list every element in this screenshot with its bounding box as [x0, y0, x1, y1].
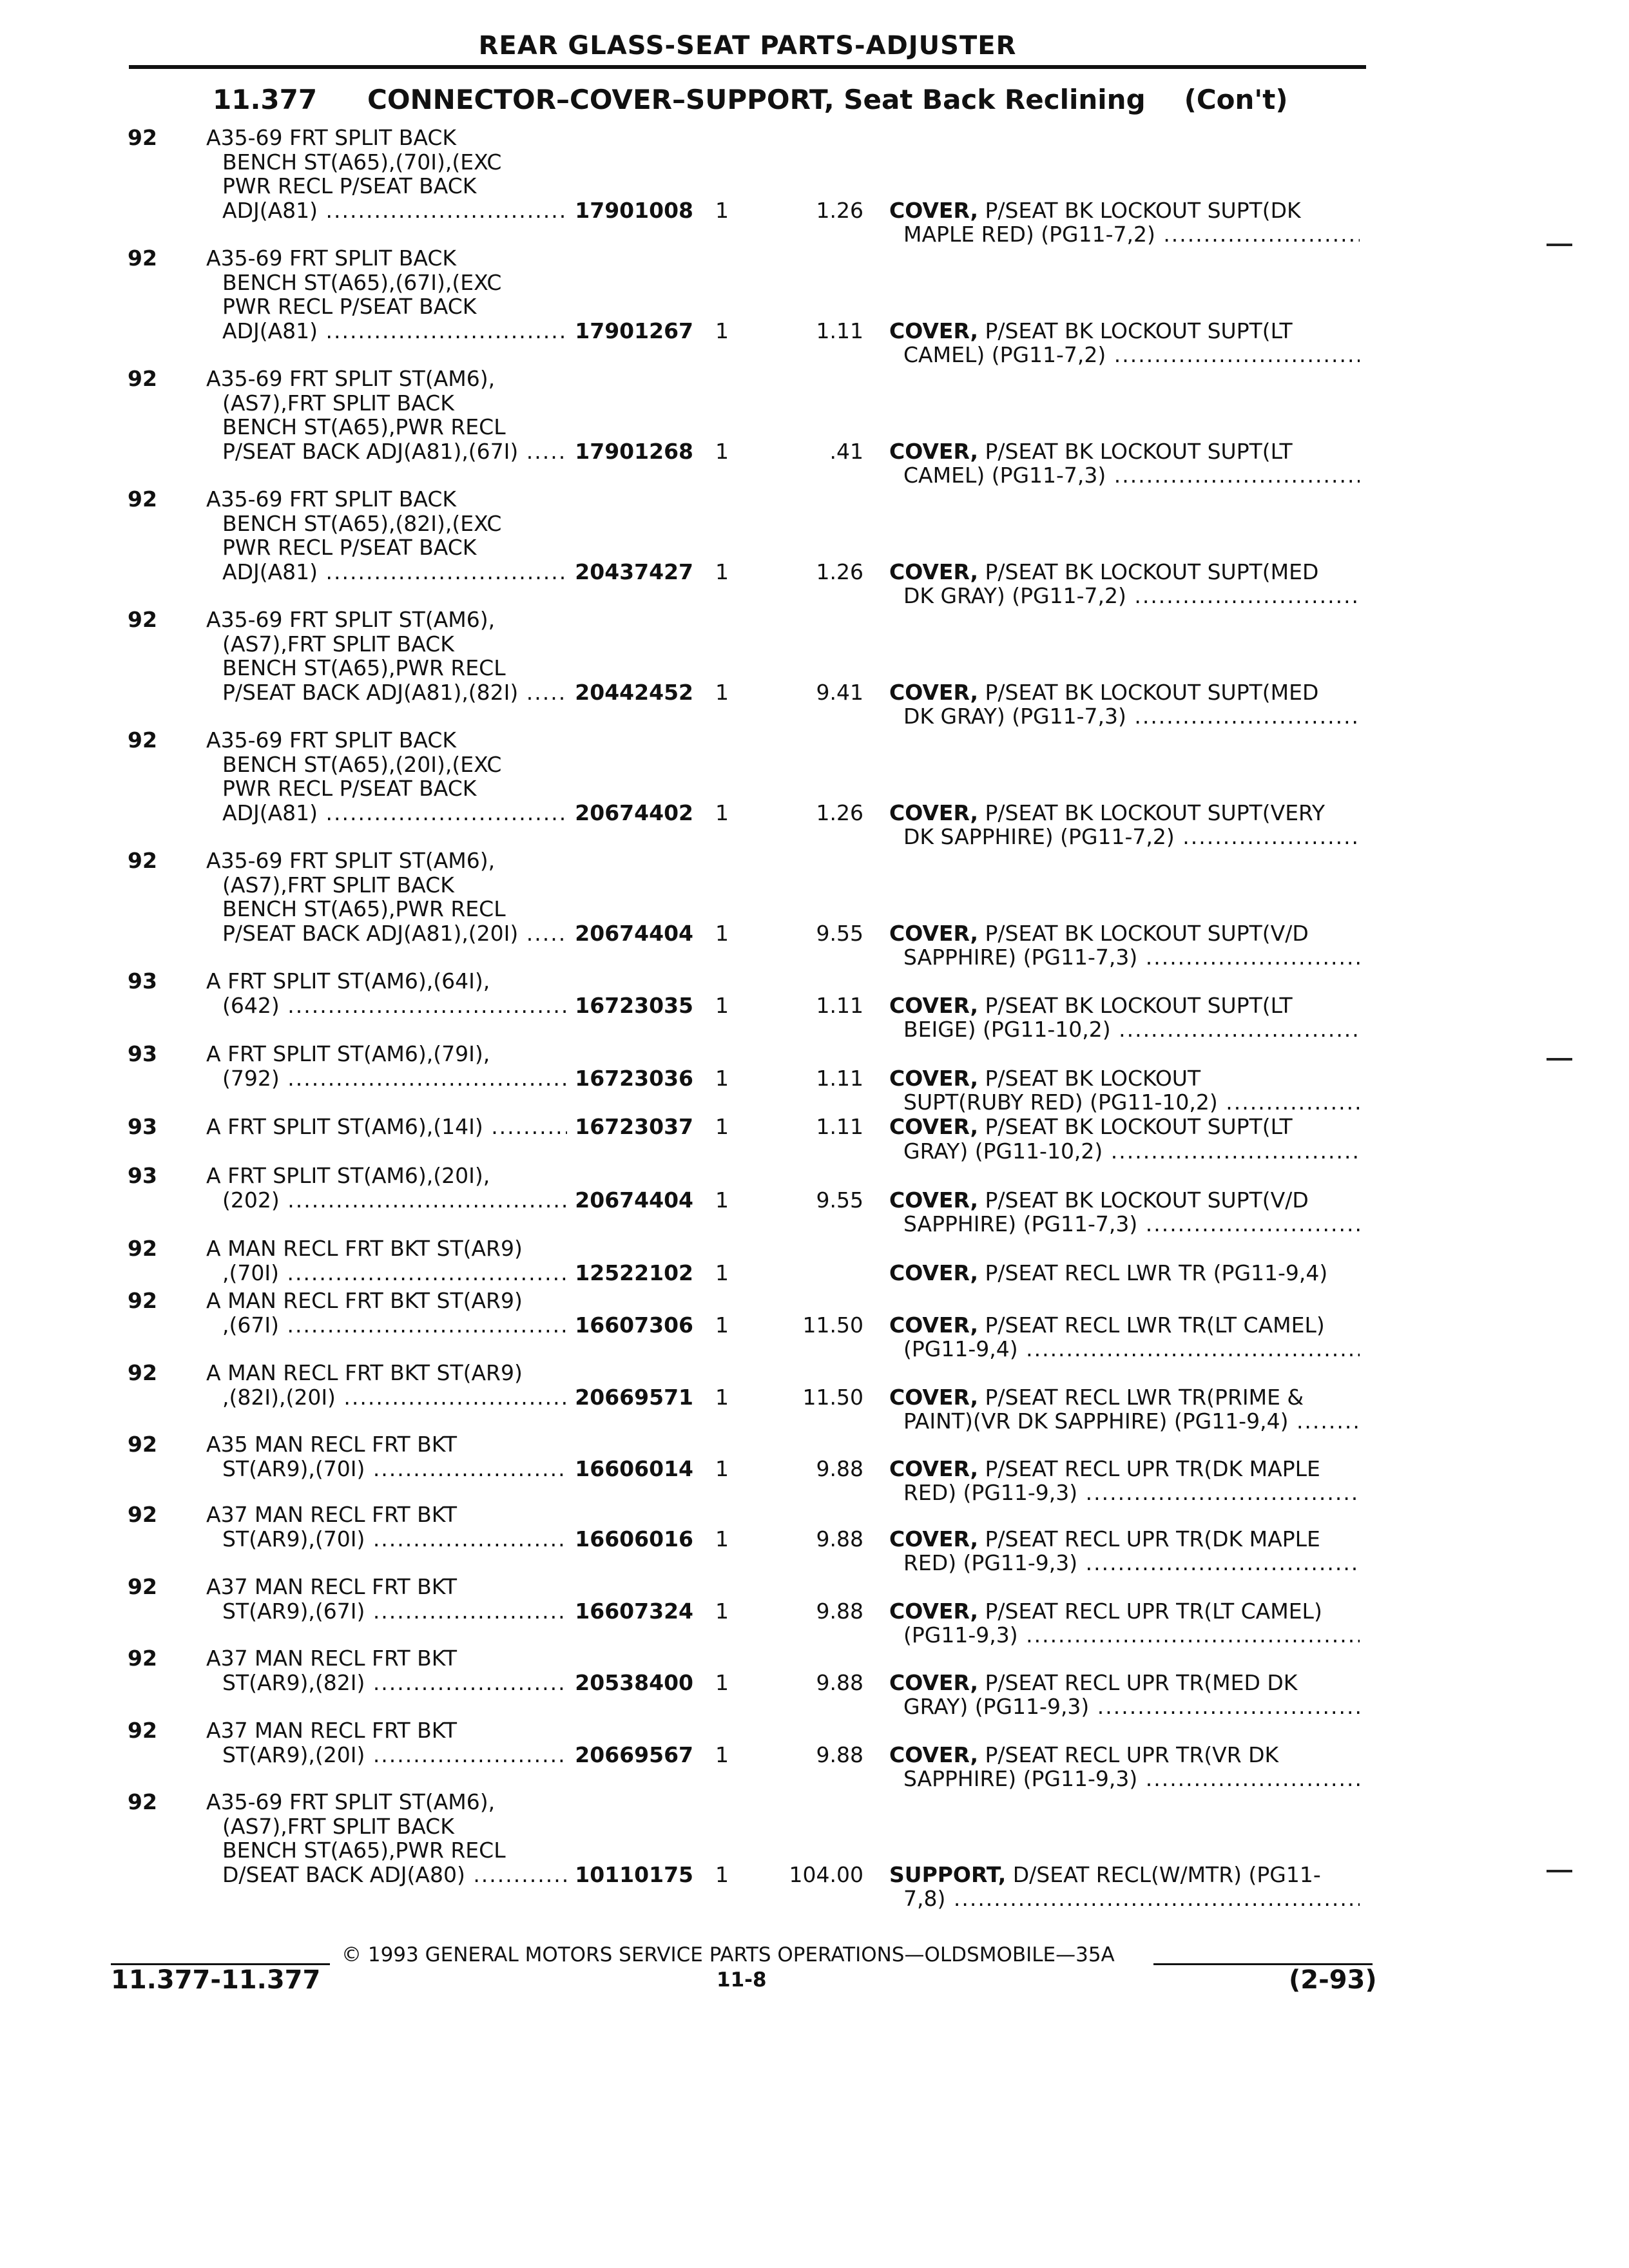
- description-line: 7,8) .....: [889, 1887, 1360, 1911]
- description-line: [889, 560, 1360, 584]
- description-line: [889, 1385, 1360, 1410]
- application-line: ADJ(A81) .....: [206, 319, 574, 343]
- part-application: [206, 1361, 574, 1409]
- part-detail: P/SEAT BK LOCKOUT SUPT(VERY: [978, 800, 1325, 825]
- application-line: BENCH ST(A65),(20I),(EXC: [222, 752, 502, 776]
- part-number: 16607324: [567, 1599, 693, 1624]
- description-line: DK GRAY) (PG11-7,2) .....: [889, 584, 1360, 608]
- description-line: CAMEL) (PG11-7,2) .....: [889, 343, 1360, 367]
- part-name: COVER,: [889, 1066, 979, 1090]
- part-application: [206, 246, 574, 343]
- application-line: P/SEAT BACK ADJ(A81),(67I) .....: [206, 439, 574, 464]
- part-application: [206, 728, 574, 825]
- part-application: [206, 969, 574, 1017]
- description-line: DK SAPPHIRE) (PG11-7,2) .....: [889, 825, 1360, 849]
- application-line: A35 MAN RECL FRT BKT: [206, 1432, 458, 1457]
- part-number: 12522102: [567, 1261, 693, 1285]
- part-name: COVER,: [889, 1187, 979, 1212]
- application-line: A FRT SPLIT ST(AM6),(14I) .....: [206, 1115, 574, 1139]
- part-number: 20442452: [567, 680, 693, 705]
- application-line: (AS7),FRT SPLIT BACK: [222, 631, 454, 656]
- application-line: A MAN RECL FRT BKT ST(AR9): [206, 1236, 523, 1261]
- part-description: [889, 1385, 1360, 1434]
- footer-copyright: © 1993 GENERAL MOTORS SERVICE PARTS OPERATIONS—OLDSMOBILE—35A: [342, 1943, 1115, 1966]
- description-line: (PG11-9,4) .....: [889, 1337, 1360, 1361]
- application-line: A35-69 FRT SPLIT ST(AM6),: [206, 849, 496, 873]
- application-line: A35-69 FRT SPLIT ST(AM6),: [206, 1790, 496, 1814]
- part-application: [206, 608, 574, 704]
- part-number: 20669571: [567, 1385, 693, 1410]
- footer-page-number: 11-8: [717, 1968, 767, 1992]
- part-detail: P/SEAT RECL UPR TR(MED DK: [978, 1670, 1298, 1695]
- part-description: [889, 439, 1360, 488]
- description-line: [889, 1599, 1360, 1624]
- part-number: 17901267: [567, 319, 693, 343]
- description-line: [889, 1115, 1360, 1139]
- part-description: [889, 1313, 1360, 1361]
- part-application: [206, 1164, 574, 1212]
- section-name: CONNECTOR–COVER–SUPPORT, Seat Back Reclining: [367, 84, 1146, 115]
- description-line: [889, 1527, 1360, 1552]
- part-detail: P/SEAT BK LOCKOUT SUPT(V/D: [978, 921, 1309, 945]
- description-line: [889, 319, 1360, 343]
- part-description: [889, 801, 1360, 849]
- part-description: [889, 560, 1360, 608]
- part-application: [206, 1236, 574, 1285]
- part-application: [206, 1646, 574, 1695]
- part-application: [206, 1503, 574, 1551]
- figure-number: 92: [128, 1432, 157, 1457]
- part-number: 16607306: [567, 1313, 693, 1338]
- quantity: 1: [715, 1669, 729, 1695]
- application-line: A FRT SPLIT ST(AM6),(64I),: [206, 969, 490, 994]
- part-detail: P/SEAT BK LOCKOUT: [978, 1066, 1201, 1090]
- part-number: 20674402: [567, 801, 693, 825]
- part-description: [889, 1743, 1360, 1791]
- application-line: A37 MAN RECL FRT BKT: [206, 1718, 458, 1743]
- description-line: [889, 680, 1360, 705]
- application-line: A FRT SPLIT ST(AM6),(20I),: [206, 1164, 490, 1188]
- part-application: [206, 1575, 574, 1623]
- continued-label: (Con't): [1184, 84, 1288, 115]
- figure-number: 92: [128, 607, 157, 632]
- part-description: [889, 198, 1360, 247]
- figure-number: 92: [128, 727, 157, 753]
- part-detail: P/SEAT RECL UPR TR(LT CAMEL): [978, 1599, 1322, 1623]
- quantity: 1: [715, 1187, 729, 1213]
- part-name: COVER,: [889, 559, 979, 584]
- description-line: [889, 439, 1360, 464]
- part-description: [889, 1115, 1360, 1163]
- quantity: 1: [715, 1260, 729, 1285]
- part-number: 16723037: [567, 1115, 693, 1139]
- application-line: ADJ(A81) .....: [206, 560, 574, 584]
- part-name: COVER,: [889, 1742, 979, 1767]
- figure-number: 92: [128, 1574, 157, 1599]
- application-line: (AS7),FRT SPLIT BACK: [222, 872, 454, 897]
- application-line: ,(67I) .....: [206, 1313, 574, 1338]
- part-description: [889, 1261, 1360, 1285]
- part-application: [206, 1042, 574, 1090]
- part-name: COVER,: [889, 993, 979, 1017]
- figure-number: 92: [128, 1360, 157, 1385]
- application-line: (AS7),FRT SPLIT BACK: [222, 390, 454, 415]
- section-number: 11.377: [213, 84, 318, 115]
- part-application: [206, 849, 574, 945]
- part-detail: P/SEAT BK LOCKOUT SUPT(DK: [978, 198, 1301, 222]
- application-line: ,(70I) .....: [206, 1261, 574, 1285]
- part-name: COVER,: [889, 1312, 979, 1337]
- application-line: A35-69 FRT SPLIT BACK: [206, 246, 457, 271]
- figure-number: 92: [128, 366, 157, 391]
- footer-section-range: 11.377-11.377: [111, 1965, 321, 1995]
- part-description: [889, 1527, 1360, 1575]
- part-detail: P/SEAT BK LOCKOUT SUPT(LT: [978, 993, 1293, 1017]
- part-application: [206, 1432, 574, 1481]
- figure-number: 93: [128, 1163, 157, 1188]
- description-line: GRAY) (PG11-9,3) .....: [889, 1695, 1360, 1719]
- application-line: A35-69 FRT SPLIT BACK: [206, 126, 457, 150]
- part-detail: P/SEAT RECL UPR TR(VR DK: [978, 1742, 1279, 1767]
- part-detail: P/SEAT BK LOCKOUT SUPT(LT: [978, 439, 1293, 463]
- application-line: ,(82I),(20I) .....: [206, 1385, 574, 1410]
- part-description: [889, 1188, 1360, 1236]
- price: 11.50: [802, 1312, 863, 1338]
- price: 9.88: [816, 1669, 863, 1695]
- price: 1.11: [816, 318, 863, 343]
- part-name: SUPPORT,: [889, 1862, 1007, 1887]
- part-application: [206, 367, 574, 463]
- quantity: 1: [715, 559, 729, 584]
- part-number: 16723035: [567, 994, 693, 1018]
- price: 9.88: [816, 1456, 863, 1481]
- description-line: [889, 1188, 1360, 1213]
- figure-number: 92: [128, 1789, 157, 1814]
- description-line: RED) (PG11-9,3) .....: [889, 1551, 1360, 1575]
- application-line: ST(AR9),(82I) .....: [206, 1671, 574, 1695]
- part-number: 17901268: [567, 439, 693, 464]
- part-description: [889, 1863, 1360, 1911]
- figure-number: 92: [128, 486, 157, 512]
- part-number: 20674404: [567, 921, 693, 946]
- figure-number: 93: [128, 1114, 157, 1139]
- part-detail: P/SEAT RECL UPR TR(DK MAPLE: [978, 1526, 1320, 1551]
- part-detail: P/SEAT RECL UPR TR(DK MAPLE: [978, 1456, 1320, 1481]
- quantity: 1: [715, 992, 729, 1018]
- description-line: CAMEL) (PG11-7,3) .....: [889, 463, 1360, 488]
- part-name: COVER,: [889, 439, 979, 463]
- figure-number: 92: [128, 125, 157, 150]
- description-line: SUPT(RUBY RED) (PG11-10,2) .....: [889, 1090, 1360, 1115]
- part-name: COVER,: [889, 1599, 979, 1623]
- application-line: BENCH ST(A65),(82I),(EXC: [222, 511, 502, 535]
- part-name: COVER,: [889, 680, 979, 704]
- application-line: BENCH ST(A65),PWR RECL: [222, 656, 506, 680]
- quantity: 1: [715, 197, 729, 223]
- description-line: [889, 198, 1360, 223]
- description-line: [889, 1457, 1360, 1481]
- part-application: [206, 1790, 574, 1887]
- application-line: PWR RECL P/SEAT BACK: [222, 776, 477, 801]
- price: 1.26: [816, 559, 863, 584]
- price: 9.41: [816, 679, 863, 705]
- part-name: COVER,: [889, 318, 979, 343]
- header-rule: [129, 65, 1366, 69]
- running-head: REAR GLASS-SEAT PARTS-ADJUSTER: [478, 31, 1017, 61]
- part-detail: P/SEAT BK LOCKOUT SUPT(V/D: [978, 1187, 1309, 1212]
- application-line: ST(AR9),(70I) .....: [206, 1527, 574, 1552]
- figure-number: 92: [128, 1236, 157, 1261]
- price: 1.11: [816, 1065, 863, 1091]
- application-line: A35-69 FRT SPLIT BACK: [206, 728, 457, 753]
- part-name: COVER,: [889, 1115, 979, 1139]
- application-line: BENCH ST(A65),(67I),(EXC: [222, 270, 502, 294]
- description-line: MAPLE RED) (PG11-7,2) .....: [889, 222, 1360, 247]
- part-number: 20669567: [567, 1743, 693, 1767]
- figure-number: 93: [128, 1041, 157, 1066]
- price: 9.88: [816, 1526, 863, 1552]
- description-line: SAPPHIRE) (PG11-7,3) .....: [889, 1212, 1360, 1236]
- application-line: A37 MAN RECL FRT BKT: [206, 1503, 458, 1527]
- part-application: [206, 487, 574, 584]
- part-name: COVER,: [889, 800, 979, 825]
- price: 1.11: [816, 1114, 863, 1139]
- part-detail: P/SEAT RECL LWR TR (PG11-9,4): [978, 1260, 1328, 1285]
- part-application: [206, 1289, 574, 1337]
- quantity: 1: [715, 1114, 729, 1139]
- application-line: A35-69 FRT SPLIT ST(AM6),: [206, 608, 496, 632]
- part-number: 16606016: [567, 1527, 693, 1552]
- application-line: A37 MAN RECL FRT BKT: [206, 1575, 458, 1599]
- application-line: PWR RECL P/SEAT BACK: [222, 294, 477, 319]
- application-line: ST(AR9),(67I) .....: [206, 1599, 574, 1624]
- figure-number: 92: [128, 1502, 157, 1527]
- application-line: (202) .....: [206, 1188, 574, 1213]
- part-application: [206, 1115, 574, 1139]
- part-detail: P/SEAT RECL LWR TR(PRIME &: [978, 1385, 1304, 1409]
- quantity: 1: [715, 920, 729, 946]
- quantity: 1: [715, 1456, 729, 1481]
- price: 1.26: [816, 800, 863, 825]
- description-line: BEIGE) (PG11-10,2) .....: [889, 1017, 1360, 1042]
- quantity: 1: [715, 1861, 729, 1887]
- footer-date-code: (2-93): [1289, 1965, 1377, 1995]
- description-line: [889, 1313, 1360, 1338]
- application-line: PWR RECL P/SEAT BACK: [222, 174, 477, 198]
- price: 9.88: [816, 1742, 863, 1767]
- part-detail: P/SEAT BK LOCKOUT SUPT(MED: [978, 680, 1319, 704]
- part-name: COVER,: [889, 1385, 979, 1409]
- part-application: [206, 1718, 574, 1767]
- part-number: 17901008: [567, 198, 693, 223]
- price: 9.88: [816, 1598, 863, 1624]
- figure-number: 92: [128, 1718, 157, 1743]
- application-line: A35-69 FRT SPLIT ST(AM6),: [206, 367, 496, 391]
- application-line: P/SEAT BACK ADJ(A81),(20I) .....: [206, 921, 574, 946]
- part-name: COVER,: [889, 921, 979, 945]
- description-line: [889, 1863, 1360, 1887]
- margin-mark: [1547, 244, 1572, 246]
- part-number: 20437427: [567, 560, 693, 584]
- price: 9.55: [816, 1187, 863, 1213]
- part-description: [889, 994, 1360, 1042]
- description-line: [889, 1671, 1360, 1695]
- description-line: [889, 1743, 1360, 1767]
- figure-number: 92: [128, 1646, 157, 1671]
- application-line: A MAN RECL FRT BKT ST(AR9): [206, 1289, 523, 1313]
- price: .41: [829, 438, 863, 464]
- application-line: (AS7),FRT SPLIT BACK: [222, 1814, 454, 1838]
- part-description: [889, 1457, 1360, 1505]
- part-number: 10110175: [567, 1863, 693, 1887]
- application-line: BENCH ST(A65),(70I),(EXC: [222, 149, 502, 174]
- part-description: [889, 1599, 1360, 1648]
- price: 1.26: [816, 197, 863, 223]
- margin-mark: [1547, 1058, 1572, 1061]
- application-line: A35-69 FRT SPLIT BACK: [206, 487, 457, 512]
- application-line: BENCH ST(A65),PWR RECL: [222, 1838, 506, 1863]
- quantity: 1: [715, 438, 729, 464]
- quantity: 1: [715, 318, 729, 343]
- part-application: [206, 126, 574, 222]
- quantity: 1: [715, 1065, 729, 1091]
- part-name: COVER,: [889, 1526, 979, 1551]
- quantity: 1: [715, 800, 729, 825]
- price: 9.55: [816, 920, 863, 946]
- part-detail: D/SEAT RECL(W/MTR) (PG11-: [1006, 1862, 1321, 1887]
- description-line: [889, 1261, 1360, 1285]
- description-line: PAINT)(VR DK SAPPHIRE) (PG11-9,4) .....: [889, 1409, 1360, 1434]
- application-line: BENCH ST(A65),PWR RECL: [222, 415, 506, 439]
- description-line: (PG11-9,3) .....: [889, 1623, 1360, 1648]
- application-line: ADJ(A81) .....: [206, 801, 574, 825]
- description-line: [889, 921, 1360, 946]
- part-description: [889, 921, 1360, 970]
- part-name: COVER,: [889, 1260, 979, 1285]
- application-line: A FRT SPLIT ST(AM6),(79I),: [206, 1042, 490, 1066]
- description-line: SAPPHIRE) (PG11-9,3) .....: [889, 1767, 1360, 1791]
- part-number: 16723036: [567, 1066, 693, 1091]
- part-detail: P/SEAT BK LOCKOUT SUPT(LT: [978, 318, 1293, 343]
- description-line: [889, 1066, 1360, 1091]
- margin-mark: [1547, 1870, 1572, 1872]
- application-line: ST(AR9),(20I) .....: [206, 1743, 574, 1767]
- figure-number: 92: [128, 1288, 157, 1313]
- part-detail: P/SEAT BK LOCKOUT SUPT(MED: [978, 559, 1319, 584]
- application-line: A MAN RECL FRT BKT ST(AR9): [206, 1361, 523, 1385]
- part-description: [889, 319, 1360, 367]
- description-line: GRAY) (PG11-10,2) .....: [889, 1139, 1360, 1164]
- application-line: ST(AR9),(70I) .....: [206, 1457, 574, 1481]
- application-line: (792) .....: [206, 1066, 574, 1091]
- part-name: COVER,: [889, 198, 979, 222]
- part-description: [889, 1066, 1360, 1115]
- application-line: D/SEAT BACK ADJ(A80) .....: [206, 1863, 574, 1887]
- description-line: [889, 994, 1360, 1018]
- section-title: [213, 84, 1288, 115]
- figure-number: 92: [128, 848, 157, 873]
- quantity: 1: [715, 1598, 729, 1624]
- quantity: 1: [715, 1312, 729, 1338]
- part-detail: P/SEAT BK LOCKOUT SUPT(LT: [978, 1115, 1293, 1139]
- figure-number: 93: [128, 968, 157, 994]
- figure-number: 92: [128, 245, 157, 271]
- application-line: BENCH ST(A65),PWR RECL: [222, 897, 506, 921]
- application-line: (642) .....: [206, 994, 574, 1018]
- application-line: PWR RECL P/SEAT BACK: [222, 535, 477, 560]
- description-line: [889, 801, 1360, 825]
- application-line: A37 MAN RECL FRT BKT: [206, 1646, 458, 1671]
- quantity: 1: [715, 1742, 729, 1767]
- part-description: [889, 1671, 1360, 1719]
- part-number: 16606014: [567, 1457, 693, 1481]
- quantity: 1: [715, 1526, 729, 1552]
- quantity: 1: [715, 679, 729, 705]
- price: 1.11: [816, 992, 863, 1018]
- part-number: 20674404: [567, 1188, 693, 1213]
- application-line: ADJ(A81) .....: [206, 198, 574, 223]
- part-name: COVER,: [889, 1670, 979, 1695]
- quantity: 1: [715, 1384, 729, 1410]
- description-line: DK GRAY) (PG11-7,3) .....: [889, 704, 1360, 729]
- description-line: RED) (PG11-9,3) .....: [889, 1481, 1360, 1505]
- part-number: 20538400: [567, 1671, 693, 1695]
- description-line: SAPPHIRE) (PG11-7,3) .....: [889, 945, 1360, 970]
- part-detail: P/SEAT RECL LWR TR(LT CAMEL): [978, 1312, 1325, 1337]
- price: 104.00: [789, 1861, 863, 1887]
- application-line: P/SEAT BACK ADJ(A81),(82I) .....: [206, 680, 574, 705]
- price: 11.50: [802, 1384, 863, 1410]
- part-description: [889, 680, 1360, 729]
- part-name: COVER,: [889, 1456, 979, 1481]
